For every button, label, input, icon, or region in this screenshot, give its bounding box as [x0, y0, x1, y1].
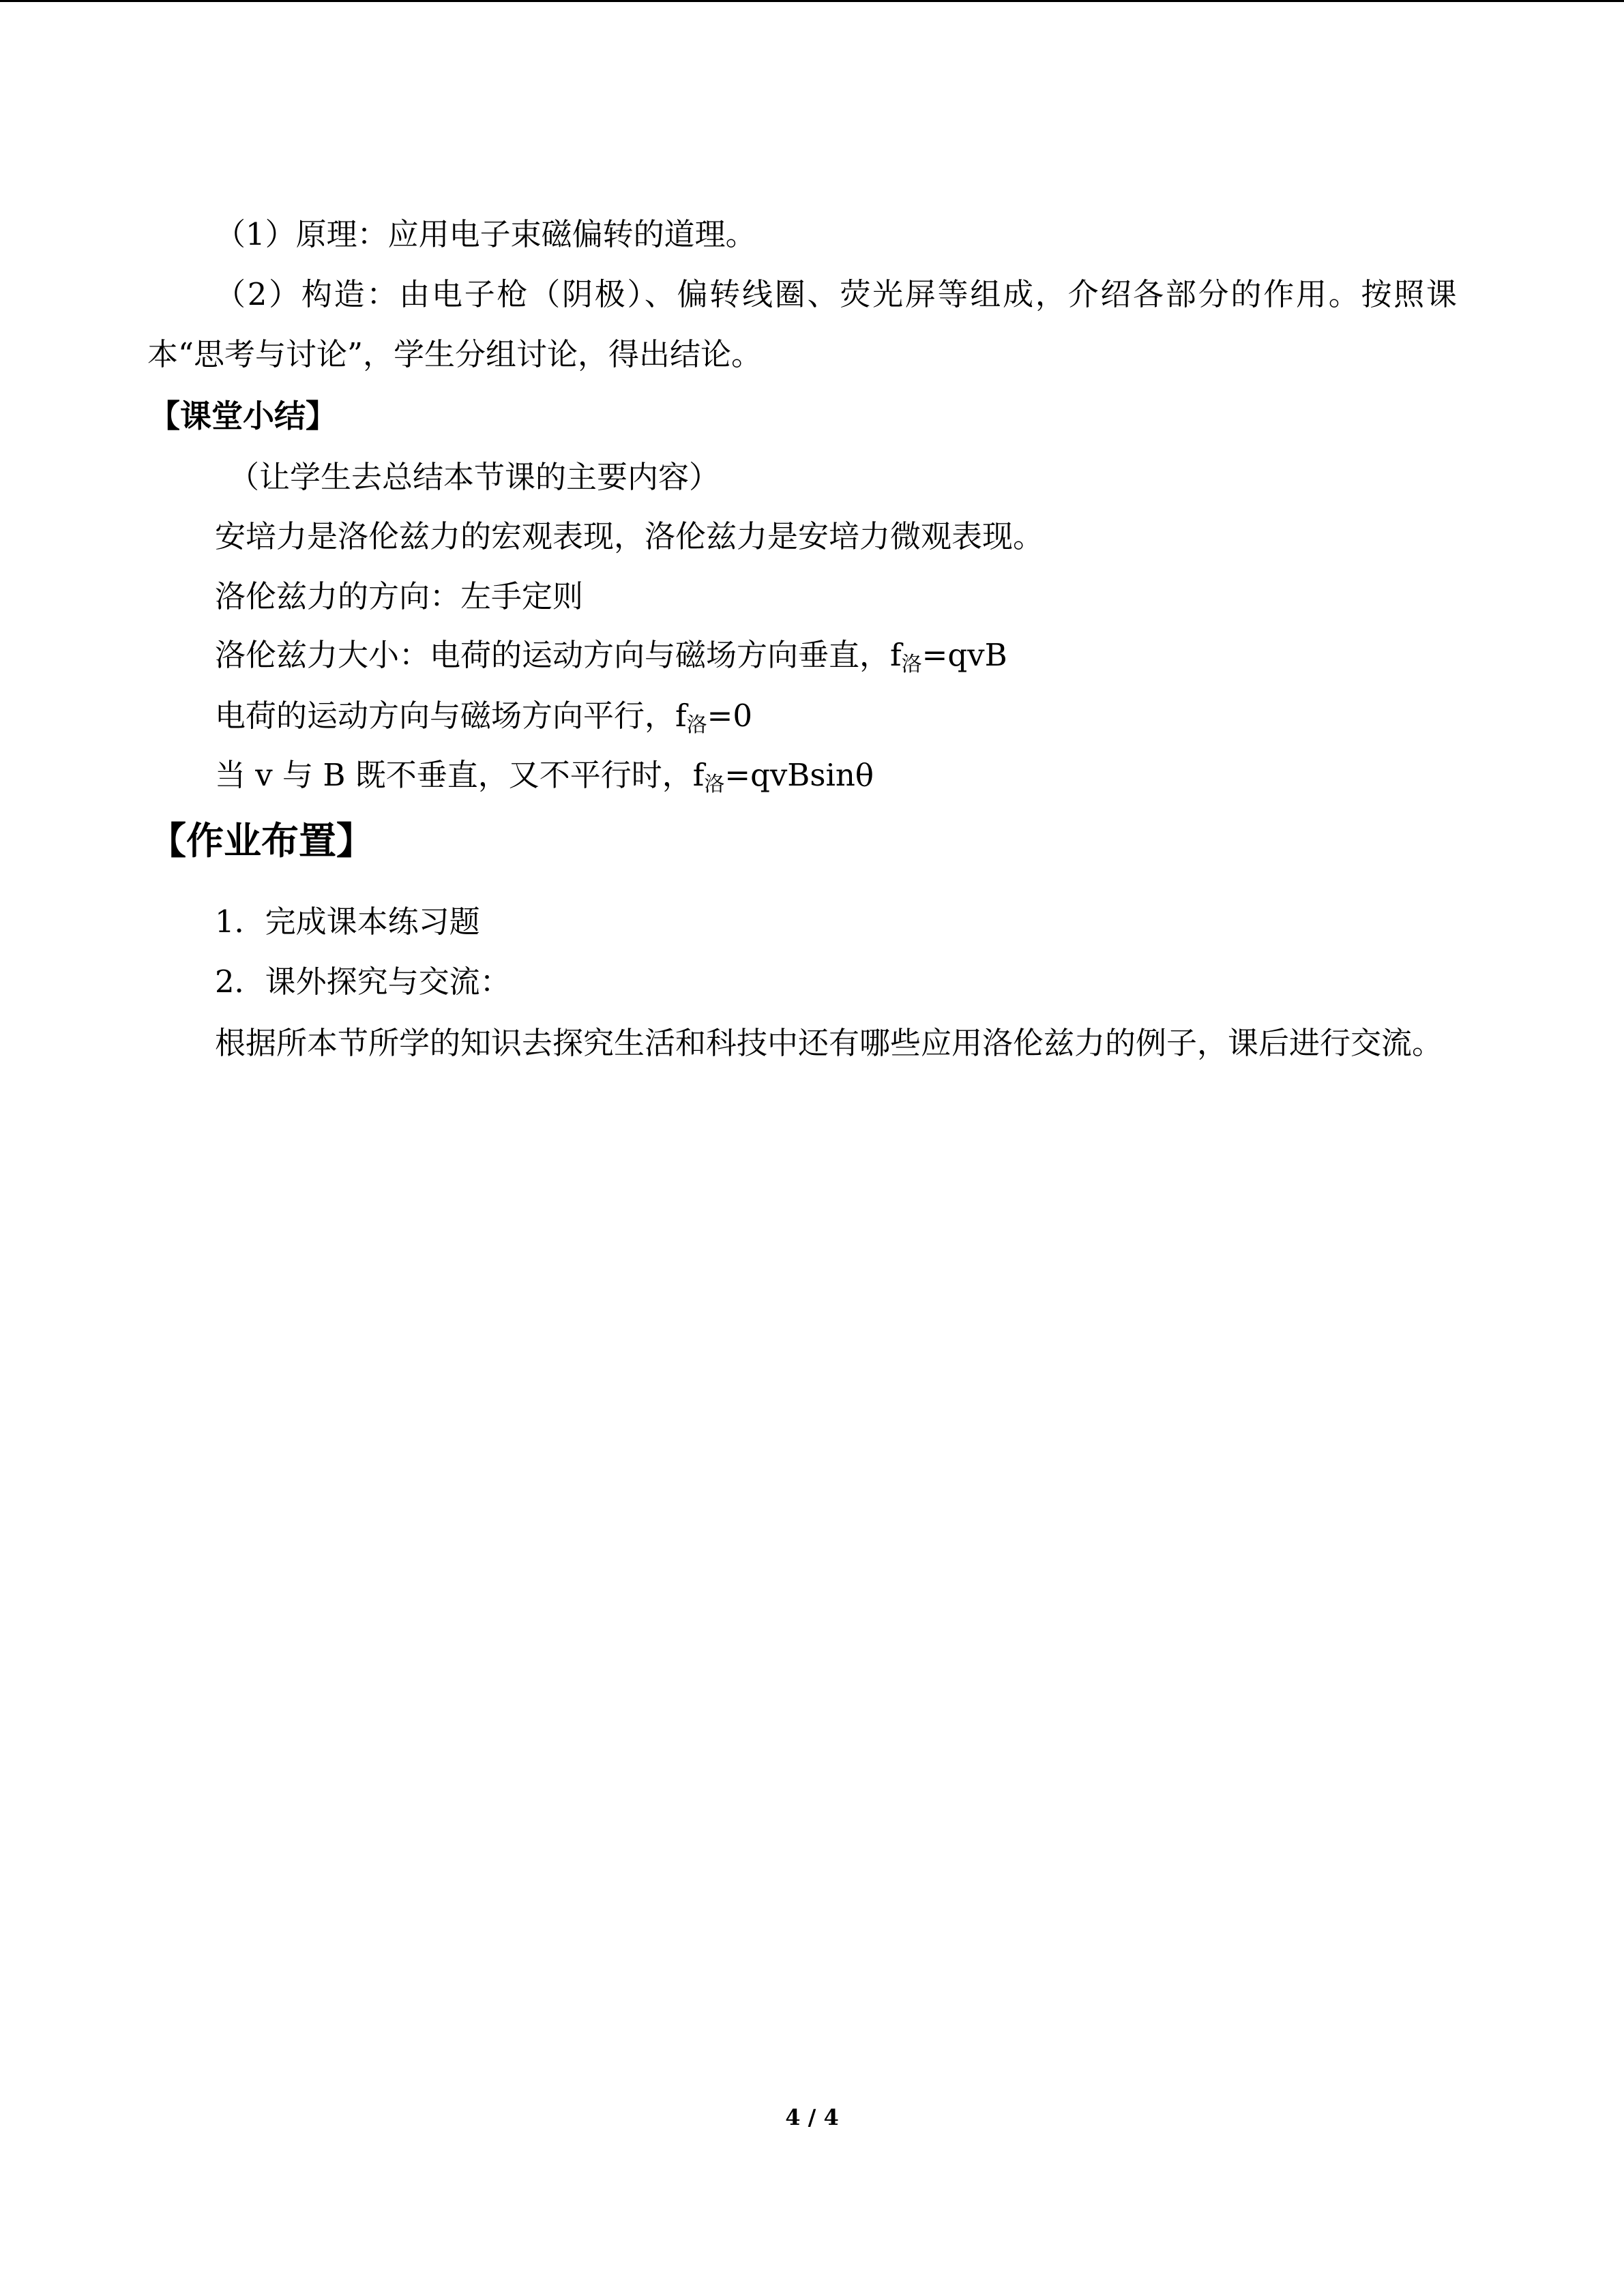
homework-heading: 【作业布置】 — [149, 818, 374, 863]
summary-line-5-formula: =qvBsinθ — [724, 757, 874, 793]
homework-item-1: 1．完成课本练习题 — [215, 904, 480, 940]
summary-line-4-subscript: 洛 — [686, 713, 707, 737]
summary-line-1: 安培力是洛伦兹力的宏观表现，洛伦兹力是安培力微观表现。 — [215, 518, 1044, 554]
summary-line-3-subscript: 洛 — [901, 653, 922, 676]
summary-line-5 — [215, 755, 874, 796]
summary-line-4 — [215, 696, 752, 736]
page-number: 4 / 4 — [785, 2104, 839, 2130]
summary-line-3 — [215, 635, 1007, 676]
summary-line-4-text: 电荷的运动方向与磁场方向平行，f — [215, 698, 687, 734]
summary-line-3-text: 洛伦兹力大小：电荷的运动方向与磁场方向垂直，f — [215, 637, 902, 673]
summary-note: （让学生去总结本节课的主要内容） — [228, 459, 720, 495]
summary-line-5-text: 当 v 与 B 既不垂直，又不平行时，f — [215, 757, 705, 793]
summary-heading: 【课堂小结】 — [149, 398, 337, 434]
summary-line-2: 洛伦兹力的方向：左手定则 — [215, 578, 584, 614]
homework-paragraph: 根据所本节所学的知识去探究生活和科技中还有哪些应用洛伦兹力的例子，课后进行交流。 — [215, 1025, 1443, 1061]
summary-line-3-formula: =qvB — [921, 637, 1007, 673]
structure-paragraph: （2）构造：由电子枪（阴极）、偏转线圈、荧光屏等组成，介绍各部分的作用。按照课本“思考与讨论”，学生分组讨论，得出结论。 — [147, 276, 1457, 372]
homework-item-2: 2．课外探究与交流： — [215, 964, 511, 1000]
summary-line-5-subscript: 洛 — [704, 773, 725, 796]
summary-line-4-formula: =0 — [707, 698, 753, 734]
principle-line: （1）原理：应用电子束磁偏转的道理。 — [215, 216, 756, 252]
